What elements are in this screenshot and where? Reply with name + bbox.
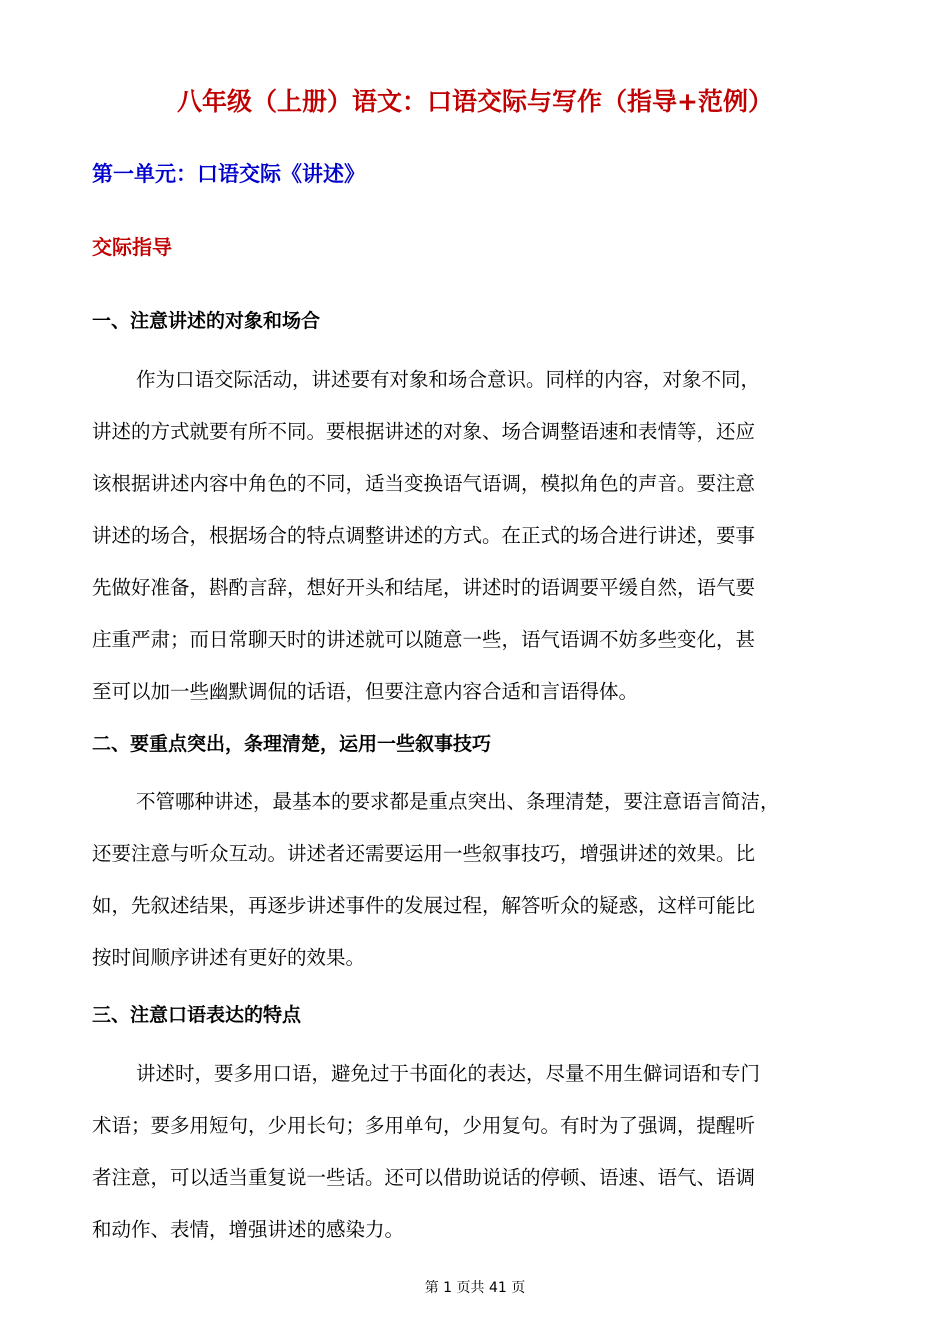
- paragraph-line: 先做好准备，斟酌言辞，想好开头和结尾，讲述时的语调要平缓自然，语气要: [92, 576, 756, 599]
- paragraph-line: 讲述的方式就要有所不同。要根据讲述的对象、场合调整语速和表情等，还应: [92, 420, 756, 443]
- unit-title: 第一单元：口语交际《讲述》: [92, 162, 365, 186]
- section-heading-3: 三、注意口语表达的特点: [92, 1004, 302, 1026]
- section-heading-1: 一、注意讲述的对象和场合: [92, 310, 321, 332]
- paragraph-line: 庄重严肃；而日常聊天时的讲述就可以随意一些，语气语调不妨多些变化，甚: [92, 628, 756, 651]
- paragraph-line: 讲述时，要多用口语，避免过于书面化的表达，尽量不用生僻词语和专门: [136, 1062, 761, 1085]
- paragraph-line: 讲述的场合，根据场合的特点调整讲述的方式。在正式的场合进行讲述，要事: [92, 524, 756, 547]
- paragraph-line: 如，先叙述结果，再逐步讲述事件的发展过程，解答听众的疑惑，这样可能比: [92, 894, 756, 917]
- section-heading-2: 二、要重点突出，条理清楚，运用一些叙事技巧: [92, 733, 492, 755]
- guide-title: 交际指导: [92, 235, 172, 259]
- paragraph-line: 者注意，可以适当重复说一些话。还可以借助说话的停顿、语速、语气、语调: [92, 1166, 756, 1189]
- section-paragraph-2: [92, 776, 864, 984]
- paragraph-line: 还要注意与听众互动。讲述者还需要运用一些叙事技巧，增强讲述的效果。比: [92, 842, 756, 865]
- paragraph-line: 作为口语交际活动，讲述要有对象和场合意识。同样的内容，对象不同，: [136, 368, 761, 391]
- paragraph-line: 至可以加一些幽默调侃的话语，但要注意内容合适和言语得体。: [92, 680, 639, 703]
- document-title: 八年级（上册）语文：口语交际与写作（指导+范例）: [177, 87, 773, 116]
- paragraph-line: 该根据讲述内容中角色的不同，适当变换语气语调，模拟角色的声音。要注意: [92, 472, 756, 495]
- paragraph-line: 不管哪种讲述，最基本的要求都是重点突出、条理清楚，要注意语言简洁，: [136, 790, 780, 813]
- paragraph-line: 术语；要多用短句，少用长句；多用单句，少用复句。有时为了强调，提醒听: [92, 1114, 756, 1137]
- section-paragraph-1: [92, 354, 864, 718]
- paragraph-line: 和动作、表情，增强讲述的感染力。: [92, 1218, 405, 1241]
- paragraph-line: 按时间顺序讲述有更好的效果。: [92, 946, 366, 969]
- section-paragraph-3: [92, 1048, 864, 1256]
- page-number-footer: 第 1 页共 41 页: [424, 1280, 526, 1296]
